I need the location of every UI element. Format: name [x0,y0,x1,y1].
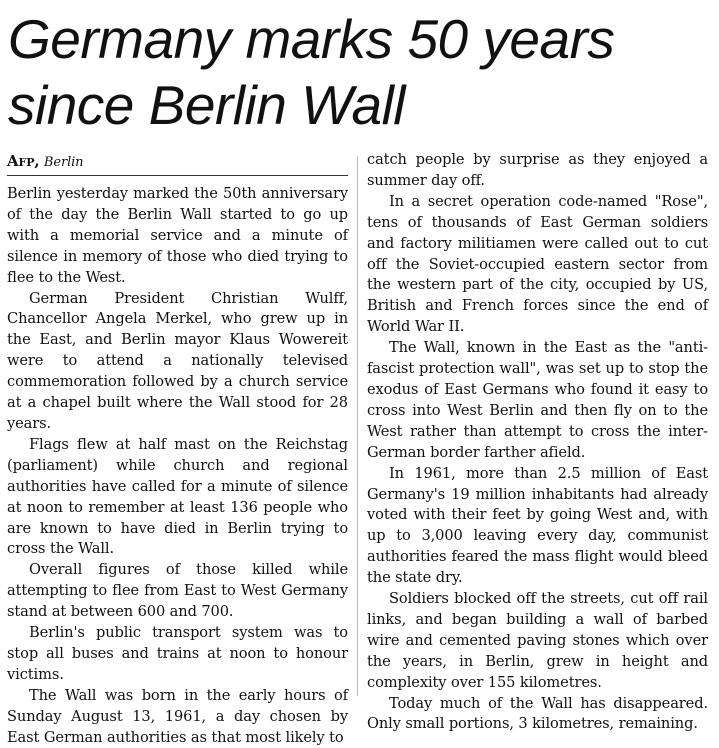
paragraph: Berlin's public transport system was to stop all buses and trains at noon to honour victims. [7,624,348,683]
paragraph: Overall figures of those killed while attempting to flee from East to West Germany stand at between 600 and 700. [7,561,348,621]
paragraph: Soldiers blocked off the streets, cut off rail links, and began building a wall of barbed wire and cemented paving stones which over the years, in Berlin, grew in height and complexity over 155 kilometres. [367,590,708,691]
right-column [367,150,708,735]
paragraph: In 1961, more than 2.5 million of East Germany's 19 million inhabitants had already voted with their feet by going West and, with up to 3,000 leaving every day, communist authorities feared the mass flight would bleed the state dry. [367,464,708,587]
byline-location: Berlin [43,155,84,170]
byline [7,151,348,176]
headline-line-1: Germany marks 50 years [8,8,615,70]
left-column [7,151,348,748]
headline-line-2: since Berlin Wall [8,74,406,136]
paragraph: Flags flew at half mast on the Reichstag (parliament) while church and regional authorities have called for a minute of silence at noon to remember at least 136 people who are known to have died in Berlin trying to cross the Wall. [7,435,348,558]
paragraph: German President Christian Wulff, Chancellor Angela Merkel, who grew up in the East, and Berlin mayor Klaus Wowereit were to attend a nationally televised commemoration followed by a church service at a chapel built where the Wall stood for 28 years. [7,289,348,432]
paragraph-continued: catch people by surprise as they enjoyed a summer day off. [367,151,708,189]
paragraph: The Wall was born in the early hours of Sunday August 13, 1961, a day chosen by East German authorities as that most likely to [7,686,348,746]
paragraph: In a secret operation code-named "Rose", tens of thousands of East German soldiers and factory militiamen were called out to cut off the Soviet-occupied eastern sector from the western part of the city, occupied by US, British and French forces since the end of World War II. [367,192,708,336]
paragraph: Berlin yesterday marked the 50th anniversary of the day the Berlin Wall started to go up with a memorial service and a minute of silence in memory of those who died trying to flee to the West. [7,185,348,286]
byline-agency: Afp, [7,152,40,170]
paragraph: The Wall, known in the East as the "anti-fascist protection wall", was set up to stop the exodus of East Germans who found it easy to cross into West Berlin and then fly on to the West rather than attempt to cross the inter-German border farther afield. [367,339,708,461]
headline [8,6,713,138]
column-divider [357,156,358,696]
paragraph: Today much of the Wall has disappeared. Only small portions, 3 kilometres, remaining. [367,694,708,733]
